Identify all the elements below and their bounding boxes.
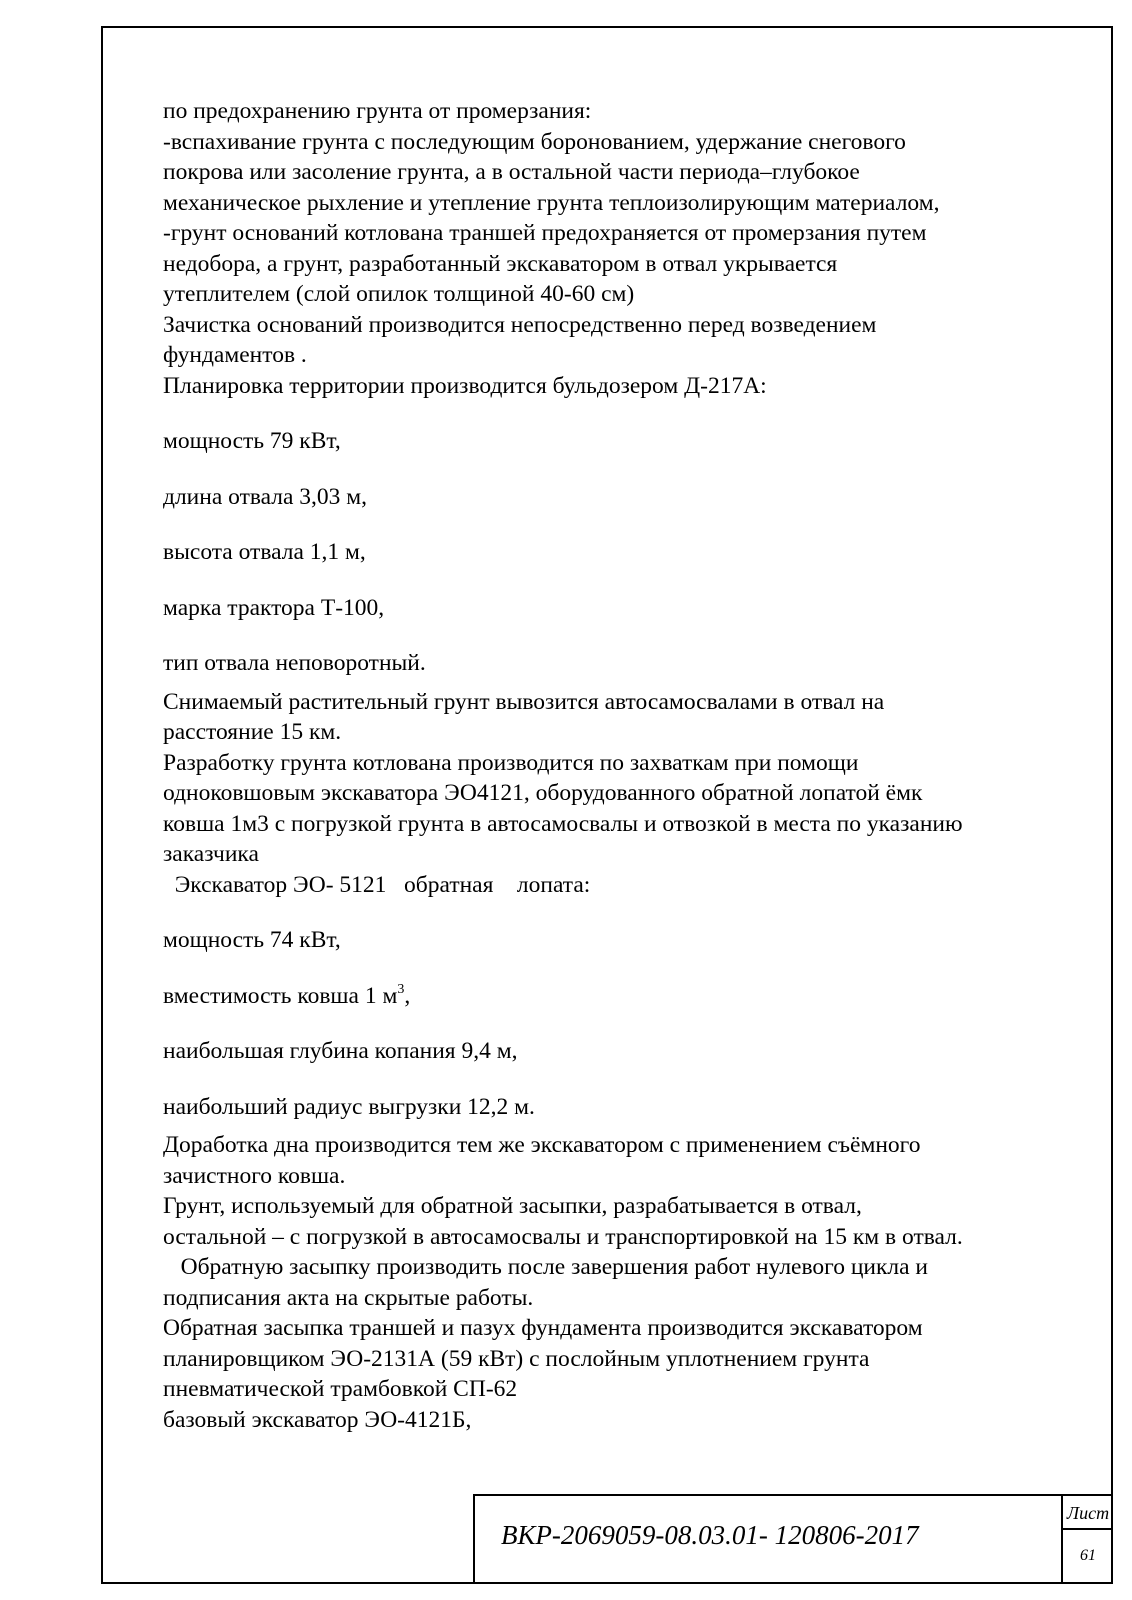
text-line: Снимаемый растительный грунт вывозится автосамосвалами в отвал на [163,688,885,715]
document-code: ВКР-2069059-08.03.01- 120806-2017 [501,1520,919,1550]
text-line: заказчика [163,841,259,867]
bulldozer-spec: высота отвала 1,1 м, [163,539,366,565]
text-line: расстояние 15 км. [163,719,342,745]
text-line: покрова или засоление грунта, а в остальной части периода–глубокое [163,159,860,185]
excavator-spec-depth: наибольшая глубина копания 9,4 м, [163,1038,518,1064]
text-line: Доработка дна производится тем же экскаватором с применением съёмного [163,1132,921,1158]
text-line: остальной – с погрузкой в автосамосвалы и транспортировкой на 15 км в отвал. [163,1223,963,1250]
bucket-suffix: , [404,982,411,1009]
text-line: Планировка территории производится бульдозером Д-217А: [163,372,767,399]
sheet-cell [1061,1496,1113,1584]
text-line: -грунт оснований котлована траншей предохраняется от промерзания путем [163,220,927,246]
text-line: зачистного ковша. [163,1162,346,1189]
text-line: утеплителем (слой опилок толщиной 40-60 см) [163,281,635,307]
excavator-spec-radius: наибольший радиус выгрузки 12,2 м. [163,1093,535,1120]
bucket-text: вместимость ковша 1 м [163,982,398,1009]
text-line: подписания акта на скрытые работы. [163,1284,534,1311]
sheet-label: Лист [1063,1496,1113,1530]
document-body [163,96,1063,1435]
excavator-spec-power: мощность 74 кВт, [163,927,341,953]
text-line: -вспахивание грунта с последующим боронованием, удержание снегового [163,128,906,155]
text-line: Грунт, используемый для обратной засыпки, разрабатывается в отвал, [163,1193,862,1219]
superscript: 3 [397,981,405,997]
bulldozer-spec: марка трактора Т-100, [163,594,385,621]
text-line: фундаментов . [163,342,307,368]
title-block-stamp [473,1494,1113,1584]
text-line: Экскаватор ЭО- 5121 обратная лопата: [163,871,591,898]
bulldozer-spec: мощность 79 кВт, [163,428,341,454]
sheet-number: 61 [1080,1547,1096,1564]
text-line: Обратную засыпку производить после завершения работ нулевого цикла и [163,1254,929,1280]
text-line: Разработку грунта котлована производится по захваткам при помощи [163,749,859,776]
bulldozer-spec: длина отвала 3,03 м, [163,483,368,510]
text-line: планировщиком ЭО-2131А (59 кВт) с послойным уплотнением грунта [163,1345,870,1372]
bulldozer-spec: тип отвала неповоротный. [163,650,426,676]
text-line: базовый экскаватор ЭО-4121Б, [163,1406,472,1433]
text-line: одноковшовым экскаватора ЭО4121, оборудованного обратной лопатой ёмк [163,780,923,806]
text-line: пневматической трамбовкой СП-62 [163,1376,518,1402]
text-line: ковша 1м3 с погрузкой грунта в автосамосвалы и отвозкой в места по указанию [163,810,963,837]
text-line: Обратная засыпка траншей и пазух фундамента производится экскаватором [163,1315,923,1341]
text-line: Зачистка оснований производится непосредственно перед возведением [163,311,877,338]
text-line: по предохранению грунта от промерзания: [163,98,592,124]
excavator-spec-bucket [163,981,1063,1012]
text-line: механическое рыхление и утепление грунта теплоизолирующим материалом, [163,189,940,216]
text-line: недобора, а грунт, разработанный экскаватором в отвал укрывается [163,250,838,277]
